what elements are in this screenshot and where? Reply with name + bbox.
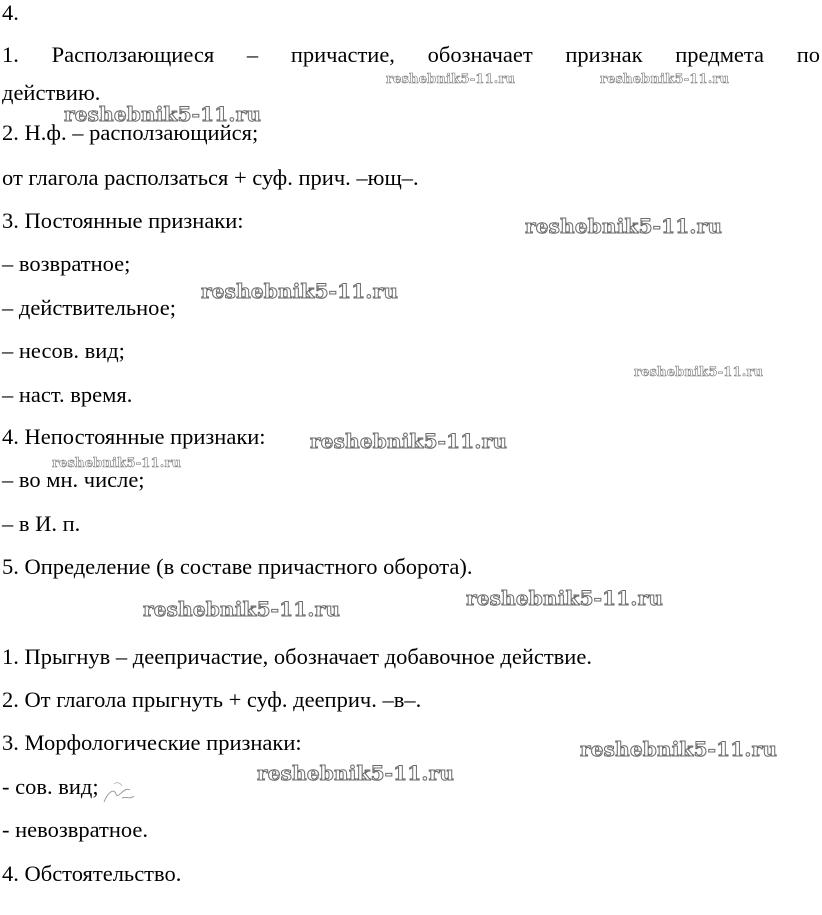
text-line: 4. Непостоянные признаки: (2, 424, 266, 449)
text-line: – возвратное; (2, 251, 131, 276)
text-line: 2. От глагола прыгнуть + суф. дееприч. –в–. (2, 687, 422, 712)
text-line: 4. (2, 0, 19, 25)
watermark: reshebnik5-11.ru (201, 279, 399, 303)
text-line: действию. (2, 80, 101, 105)
watermark: reshebnik5-11.ru (525, 214, 723, 238)
watermark: reshebnik5-11.ru (386, 72, 516, 87)
watermark: reshebnik5-11.ru (600, 72, 730, 87)
watermark: reshebnik5-11.ru (580, 737, 778, 761)
text-line: 4. Обстоятельство. (2, 861, 182, 886)
watermark: reshebnik5-11.ru (257, 761, 455, 785)
watermark: reshebnik5-11.ru (143, 597, 341, 621)
watermark: reshebnik5-11.ru (310, 429, 508, 453)
text-line: – наст. время. (2, 382, 133, 407)
watermark: reshebnik5-11.ru (52, 456, 182, 471)
watermark: reshebnik5-11.ru (64, 102, 262, 126)
handwritten-mark-icon (100, 778, 140, 808)
text-line: 5. Определение (в составе причастного оборота). (2, 554, 473, 579)
text-line: - невозвратное. (2, 817, 149, 842)
text-line: 2. Н.ф. – расползающийся; (2, 120, 259, 145)
watermark: reshebnik5-11.ru (634, 365, 764, 380)
text-line: 3. Постоянные признаки: (2, 208, 244, 233)
text-line: 3. Морфологические признаки: (2, 730, 302, 755)
text-line: от глагола расползаться + суф. прич. –ющ–. (2, 165, 419, 190)
text-line: 1. Расползающиеся – причастие, обозначает признак предмета по (2, 42, 820, 67)
text-line: – во мн. числе; (2, 467, 145, 492)
text-line: – несов. вид; (2, 338, 125, 363)
text-line: - сов. вид; (2, 774, 99, 799)
text-line: – действительное; (2, 295, 176, 320)
watermark: reshebnik5-11.ru (466, 586, 664, 610)
text-line: – в И. п. (2, 511, 81, 536)
text-line: 1. Прыгнув – деепричастие, обозначает добавочное действие. (2, 644, 592, 669)
